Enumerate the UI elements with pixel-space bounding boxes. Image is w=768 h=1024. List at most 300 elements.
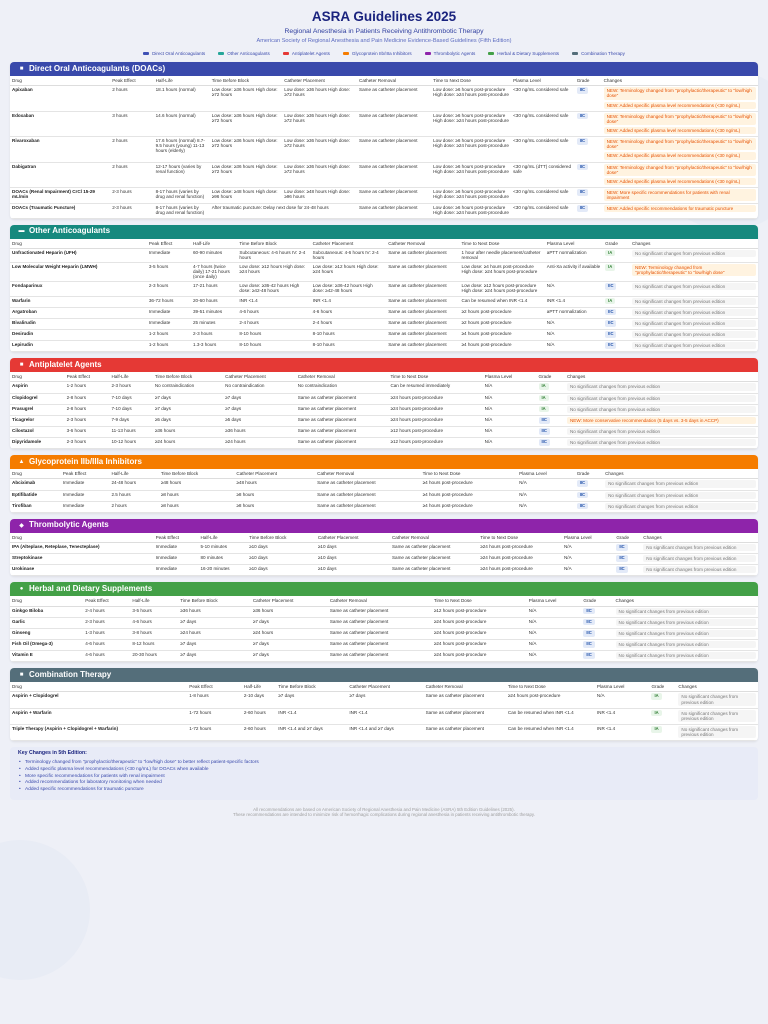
grade-badge: IIC (583, 652, 594, 659)
table-cell: Same as catheter placement (296, 415, 389, 426)
table-cell: ≥24 hours post-procedure (478, 554, 562, 565)
column-header: Grade (614, 533, 641, 543)
table-cell: 24-48 hours (109, 479, 158, 490)
new-change-note: NEW: Added specific recommendations for traumatic puncture (604, 205, 756, 212)
table-cell: Subcutaneous: 4-6 hours IV: 2-4 hours (237, 248, 310, 262)
table-cell: 2-3 hours (65, 415, 110, 426)
table-cell: N/A (517, 501, 575, 512)
changes-cell (602, 111, 758, 136)
table-header-row (10, 596, 758, 606)
column-header: Peak Effect (187, 682, 242, 692)
section-header (10, 582, 758, 596)
change-note: No significant changes from previous edition (616, 630, 756, 637)
grade-badge: IIC (539, 417, 550, 424)
table-cell: INR <1.4 and ≥7 days (276, 724, 347, 740)
grade-cell (603, 248, 630, 262)
grade-cell (581, 617, 613, 628)
drug-name: Dabigatran (10, 162, 110, 187)
column-header: Drug (10, 533, 154, 543)
grade-badge: IIC (577, 503, 588, 510)
table-cell: Same as catheter placement (328, 640, 432, 651)
table-cell: 2-3 hours (83, 617, 130, 628)
column-header: Time Before Block (159, 469, 235, 479)
new-change-note: NEW: Terminology changed from "prophylactic/therapeutic" to "low/high dose" (604, 164, 756, 176)
table-cell: <30 ng/mL considered safe (511, 204, 575, 218)
section-other-anticoagulants (10, 225, 758, 353)
new-change-note: NEW: Terminology changed from "prophylactic/therapeutic" to "low/high dose" (604, 87, 756, 99)
column-header: Peak Effect (110, 76, 153, 86)
changes-cell (630, 248, 758, 262)
table-cell: ≥4 hours post-procedure (421, 490, 517, 501)
column-header: Catheter Placement (316, 533, 390, 543)
section-header (10, 668, 758, 682)
table-cell: ≥7 days (251, 640, 328, 651)
table-cell: 5-10 minutes (198, 543, 247, 554)
table-cell: Same as catheter placement (386, 296, 459, 307)
column-header: Time to Next Dose (421, 469, 517, 479)
table-cell: ≥10 days (247, 554, 316, 565)
changes-cell (630, 318, 758, 329)
section-glycoprotein-iib-iiia-inhibitors (10, 455, 758, 513)
column-header: Catheter Placement (234, 469, 315, 479)
column-header: Time to Next Dose (432, 596, 527, 606)
table-cell: ≥10 days (247, 565, 316, 576)
column-header: Catheter Removal (424, 682, 506, 692)
section-direct-oral-anticoagulants-doacs (10, 62, 758, 218)
grade-badge: IIC (577, 492, 588, 499)
grade-cell (575, 86, 602, 111)
table-cell: N/A (483, 427, 537, 438)
table-cell: INR <1.4 and ≥7 days (347, 724, 423, 740)
sections-container (10, 62, 758, 741)
table-cell: N/A (545, 282, 603, 296)
column-header: Drug (10, 76, 110, 86)
legend-item (283, 51, 330, 56)
change-note: No significant changes from previous edition (567, 439, 756, 446)
table-cell: 2-60 hours (242, 724, 276, 740)
table-cell: Same as catheter placement (296, 393, 389, 404)
table-row (10, 162, 758, 187)
column-header: Catheter Removal (328, 596, 432, 606)
table-cell: 1-8 hours (187, 692, 242, 708)
legend-item (218, 51, 270, 56)
table-row (10, 330, 758, 341)
grade-badge: IIC (616, 566, 627, 573)
grade-cell (649, 692, 676, 708)
legend-swatch (425, 52, 431, 55)
table-cell: 8-10 hours (237, 341, 310, 352)
table-cell: Immediate (154, 565, 199, 576)
table-cell: 3-8 hours (130, 628, 178, 639)
drug-table (10, 469, 758, 513)
table-cell: 3-5 hours (130, 606, 178, 617)
change-note: No significant changes from previous edition (632, 331, 756, 338)
drug-name: Desirudin (10, 330, 147, 341)
change-note: No significant changes from previous edition (632, 309, 756, 316)
table-cell: ≥5 days (223, 415, 296, 426)
change-note: No significant changes from previous edition (567, 406, 756, 413)
table-cell: Low dose: ≥12 hours High dose: ≥24 hours (237, 262, 310, 281)
table-cell: Same as catheter placement (424, 692, 506, 708)
table-cell: 2-3 hours (147, 282, 191, 296)
drug-name: DOACs (Traumatic Puncture) (10, 204, 110, 218)
table-cell: Low dose: ≥6 hours post-procedure High dose: ≥24 hours post-procedure (431, 187, 511, 203)
table-cell: Immediate (147, 307, 191, 318)
table-cell: Same as catheter placement (296, 427, 389, 438)
drug-name: Ticagrelor (10, 415, 65, 426)
table-row (10, 248, 758, 262)
changes-cell (602, 187, 758, 203)
grade-cell (603, 330, 630, 341)
table-cell: Same as catheter placement (315, 501, 420, 512)
column-header: Plasma Level (545, 239, 603, 249)
changes-cell (614, 628, 758, 639)
drug-name: Vitamin E (10, 651, 83, 662)
grade-badge: IIC (583, 630, 594, 637)
table-cell: 8-17 hours (varies by drug and renal function) (154, 187, 210, 203)
legend-label: Other Anticoagulants (227, 50, 270, 56)
table-cell: ≥24 hours post-procedure (478, 565, 562, 576)
table-cell: ≥10 days (316, 565, 390, 576)
key-changes-title: Key Changes in 5th Edition: (18, 750, 87, 757)
change-note: No significant changes from previous edition (605, 480, 756, 487)
drug-name: IPA (Alteplase, Reteplase, Tenecteplase) (10, 543, 154, 554)
section-title: Antiplatelet Agents (29, 359, 102, 369)
grade-cell (575, 162, 602, 187)
column-header: Grade (575, 469, 603, 479)
column-header: Catheter Removal (390, 533, 478, 543)
syringe-icon: ▬ (18, 228, 25, 235)
table-cell: INR <1.4 (545, 296, 603, 307)
grade-cell (614, 565, 641, 576)
table-row (10, 187, 758, 203)
table-cell: ≥8 hours (234, 490, 315, 501)
table-cell: 18.1 hours (normal) (154, 86, 210, 111)
table-cell: N/A (527, 640, 582, 651)
column-header: Changes (602, 76, 758, 86)
table-cell: Low dose: ≥12 hours post-procedure High dose: ≥24 hours post-procedure (460, 282, 545, 296)
drug-table (10, 533, 758, 577)
table-cell: N/A (527, 617, 582, 628)
table-row (10, 341, 758, 352)
table-cell: 2-3 hours (191, 330, 237, 341)
drug-name: Abciximab (10, 479, 61, 490)
table-cell: 2-60 hours (242, 708, 276, 724)
changes-cell (676, 692, 758, 708)
table-cell: 2-3 hours (110, 187, 153, 203)
changes-cell (602, 86, 758, 111)
table-cell: 36-72 hours (147, 296, 191, 307)
grade-cell (575, 204, 602, 218)
drug-name: Streptokinase (10, 554, 154, 565)
table-row (10, 404, 758, 415)
table-cell: 7-9 days (109, 415, 152, 426)
table-cell: 10-12 hours (109, 438, 152, 449)
table-cell: Low dose: ≥36-42 hours High dose: ≥42-48 hours (311, 282, 387, 296)
footer-line: All recommendations are based on American Society of Regional Anesthesia and Pain Medicine (ASRA) 5th Edition Guidelines (2025). (253, 806, 515, 812)
column-header: Changes (614, 596, 758, 606)
table-cell: 2.5 hours (109, 490, 158, 501)
table-cell: Same as catheter placement (357, 86, 431, 111)
table-cell: Low dose: ≥6 hours post-procedure High dose: ≥24 hours post-procedure (431, 204, 511, 218)
column-header: Grade (603, 239, 630, 249)
changes-cell (602, 137, 758, 162)
table-cell: Same as catheter placement (328, 651, 432, 662)
table-cell: Immediate (147, 318, 191, 329)
grade-cell (575, 479, 603, 490)
changes-cell (602, 204, 758, 218)
column-header: Drug (10, 372, 65, 382)
legend-label: Thrombolytic Agents (433, 50, 476, 56)
table-cell: ≥24 hours post-procedure (432, 617, 527, 628)
column-header: Grade (581, 596, 613, 606)
table-cell: Same as catheter placement (296, 404, 389, 415)
changes-cell (603, 501, 758, 512)
column-header: Peak Effect (65, 372, 110, 382)
grade-badge: IA (605, 250, 615, 257)
section-header (10, 62, 758, 76)
column-header: Time to Next Dose (478, 533, 562, 543)
table-cell: 80 minutes (198, 554, 247, 565)
table-cell: ≥2 hours post-procedure (460, 307, 545, 318)
changes-cell (614, 606, 758, 617)
grade-cell (649, 724, 676, 740)
table-cell: Immediate (147, 248, 191, 262)
table-cell: N/A (545, 318, 603, 329)
table-cell: 16-20 minutes (198, 565, 247, 576)
column-header: Changes (630, 239, 758, 249)
column-header: Catheter Removal (386, 239, 459, 249)
table-cell: No contraindication (296, 382, 389, 393)
table-cell: 4-6 hours (83, 651, 130, 662)
table-cell: N/A (527, 606, 582, 617)
grade-cell (603, 282, 630, 296)
table-cell: ≥24 hours post-procedure (478, 543, 562, 554)
grade-badge: IIC (577, 87, 588, 94)
changes-cell (565, 415, 758, 426)
drug-name: Tirofiban (10, 501, 61, 512)
table-cell: Can be resumed when INR <1.4 (460, 296, 545, 307)
column-header: Time Before Block (153, 372, 223, 382)
grade-cell (603, 296, 630, 307)
table-cell: 17-21 hours (191, 282, 237, 296)
grade-badge: IIC (577, 113, 588, 120)
table-cell: Low dose: ≥48 hours High dose: ≥96 hours (210, 187, 283, 203)
section-title: Combination Therapy (29, 669, 112, 679)
table-cell: N/A (527, 628, 582, 639)
drug-table (10, 372, 758, 449)
table-cell: 8-10 hours (311, 330, 387, 341)
table-cell: 2-8 hours (65, 404, 110, 415)
table-cell: <30 ng/mL considered safe (511, 86, 575, 111)
drug-name: Fish Oil (Omega-3) (10, 640, 83, 651)
change-note: No significant changes from previous edition (616, 608, 756, 615)
table-cell: N/A (545, 341, 603, 352)
table-cell: Same as catheter placement (386, 341, 459, 352)
table-cell: 25 minutes (191, 318, 237, 329)
table-cell: 8-17 hours (varies by drug and renal function) (154, 204, 210, 218)
column-header: Drug (10, 682, 187, 692)
section-title: Direct Oral Anticoagulants (DOACs) (29, 63, 166, 73)
table-row (10, 543, 758, 554)
table-cell: <30 ng/mL considered safe (511, 187, 575, 203)
table-cell: ≥4 hours post-procedure (460, 341, 545, 352)
table-cell: 2-10 days (242, 692, 276, 708)
drug-name: Argatroban (10, 307, 147, 318)
drug-name: Prasugrel (10, 404, 65, 415)
grade-badge: IA (539, 383, 549, 390)
table-cell: Low dose: ≥36 hours High dose: ≥72 hours (210, 86, 283, 111)
table-cell: Same as catheter placement (357, 204, 431, 218)
key-change-item: • Added specific recommendations for traumatic puncture (25, 787, 750, 792)
table-cell: Immediate (154, 554, 199, 565)
column-header: Plasma Level (511, 76, 575, 86)
section-header (10, 455, 758, 469)
column-header: Changes (676, 682, 758, 692)
grade-badge: IIC (539, 428, 550, 435)
changes-cell (630, 341, 758, 352)
change-note: No significant changes from previous edition (605, 503, 756, 510)
new-change-note: NEW: Terminology changed from "prophylactic/therapeutic" to "low/high dose" (604, 138, 756, 150)
key-changes-list (18, 760, 750, 792)
legend-item (488, 51, 559, 56)
grade-badge: IA (539, 406, 549, 413)
table-cell: Same as catheter placement (386, 248, 459, 262)
pills-icon: ■ (19, 671, 24, 678)
drug-name: Ginkgo Biloba (10, 606, 83, 617)
table-cell: <30 ng/mL (dTT) considered safe (511, 162, 575, 187)
category-legend (10, 51, 758, 56)
section-title: Glycoprotein IIb/IIIa Inhibitors (29, 456, 142, 466)
table-cell: ≥24 hours post-procedure (432, 651, 527, 662)
table-cell: 4-6 hours (83, 640, 130, 651)
table-cell: ≥7 days (153, 404, 223, 415)
table-cell: Low dose: ≥4 hours post-procedure High dose: ≥24 hours post-procedure (460, 262, 545, 281)
table-cell: 2-3 hours (110, 204, 153, 218)
section-herbal-and-dietary-supplements (10, 582, 758, 662)
grade-badge: IIC (577, 138, 588, 145)
table-cell: 20-30 hours (130, 651, 178, 662)
new-change-note: NEW: Terminology changed from "prophylactic/therapeutic" to "low/high dose" (604, 113, 756, 125)
table-cell: 2 hours (109, 501, 158, 512)
column-header: Plasma Level (595, 682, 650, 692)
table-row (10, 393, 758, 404)
grade-cell (537, 415, 565, 426)
grade-cell (575, 111, 602, 136)
table-row (10, 438, 758, 449)
grade-badge: IA (605, 298, 615, 305)
flask-icon: ▲ (18, 458, 25, 465)
change-note: No significant changes from previous edition (632, 342, 756, 349)
table-cell: Anti-Xa activity if available (545, 262, 603, 281)
change-note: No significant changes from previous edition (678, 710, 756, 722)
drug-name: Eptifibatide (10, 490, 61, 501)
column-header: Changes (641, 533, 758, 543)
new-change-note: NEW: Added specific plasma level recommendations (<30 ng/mL) (604, 127, 756, 134)
column-header: Half-Life (191, 239, 237, 249)
table-cell: Low dose: ≥36 hours High dose: ≥72 hours (210, 162, 283, 187)
grade-cell (537, 393, 565, 404)
table-cell: 11-13 hours (109, 427, 152, 438)
table-cell: ≥24 hours (153, 438, 223, 449)
changes-cell (630, 282, 758, 296)
table-cell: ≥7 days (251, 651, 328, 662)
table-cell: ≥36 hours (178, 606, 251, 617)
table-cell: ≥4 hours post-procedure (421, 479, 517, 490)
grade-badge: IA (651, 710, 661, 717)
table-cell: 17.6 hours (normal) 8.7-9.5 hours (young) 11-13 hours (elderly) (154, 137, 210, 162)
background-circle (0, 840, 90, 980)
page-source: American Society of Regional Anesthesia and Pain Medicine Evidence-Based Guidelines (Fifth Edition) (256, 37, 512, 44)
grade-badge: IIC (616, 555, 627, 562)
grade-badge: IA (651, 726, 661, 733)
grade-cell (537, 404, 565, 415)
grade-cell (575, 137, 602, 162)
column-header: Peak Effect (154, 533, 199, 543)
table-cell: 8-10 hours (311, 341, 387, 352)
drug-name: Aspirin + Clopidogrel (10, 692, 187, 708)
table-cell: 4-6 hours (130, 617, 178, 628)
grade-badge: IIC (583, 641, 594, 648)
grade-badge: IIC (605, 331, 616, 338)
table-cell: ≥7 days (276, 692, 347, 708)
column-header: Catheter Removal (315, 469, 420, 479)
page-subtitle: Regional Anesthesia in Patients Receiving Antithrombotic Therapy (284, 28, 484, 36)
changes-cell (603, 479, 758, 490)
change-note: No significant changes from previous edition (567, 428, 756, 435)
drug-name: Bivalirudin (10, 318, 147, 329)
grade-cell (537, 427, 565, 438)
grade-badge: IA (651, 693, 661, 700)
column-header: Drug (10, 469, 61, 479)
table-cell: Same as catheter placement (424, 708, 506, 724)
table-cell: Low dose: ≥36 hours High dose: ≥72 hours (282, 137, 357, 162)
table-header-row (10, 533, 758, 543)
table-cell: Low dose: ≥6 hours post-procedure High dose: ≥24 hours post-procedure (431, 111, 511, 136)
table-cell: Low dose: ≥6 hours post-procedure High dose: ≥24 hours post-procedure (431, 162, 511, 187)
section-header (10, 519, 758, 533)
drug-table (10, 76, 758, 218)
table-cell: ≥4 hours post-procedure (460, 330, 545, 341)
legend-label: Combination Therapy (581, 50, 625, 56)
table-cell: ≥12 hours post-procedure (432, 606, 527, 617)
drug-table (10, 239, 758, 353)
table-cell: ≥7 days (251, 617, 328, 628)
grade-badge: IIC (605, 342, 616, 349)
table-cell: N/A (517, 490, 575, 501)
table-cell: 2-3 hours (65, 438, 110, 449)
table-cell: ≥7 days (223, 393, 296, 404)
changes-cell (630, 330, 758, 341)
column-header: Half-Life (242, 682, 276, 692)
table-cell: ≥24 hours post-procedure (432, 628, 527, 639)
table-cell: ≥36 hours (223, 427, 296, 438)
table-row (10, 427, 758, 438)
table-cell: 14.6 hours (normal) (154, 111, 210, 136)
changes-cell (630, 307, 758, 318)
grade-badge: IA (539, 395, 549, 402)
column-header: Plasma Level (562, 533, 614, 543)
table-cell: 8-10 hours (237, 330, 310, 341)
table-cell: Low dose: ≥12 hours High dose: ≥24 hours (311, 262, 387, 281)
grade-cell (537, 382, 565, 393)
table-cell: ≥48 hours (234, 479, 315, 490)
table-cell: 4-6 hours (311, 307, 387, 318)
grade-badge: IIC (577, 189, 588, 196)
table-cell: Subcutaneous: 4-6 hours IV: 2-4 hours (311, 248, 387, 262)
column-header: Catheter Placement (311, 239, 387, 249)
section-title: Thrombolytic Agents (29, 520, 109, 530)
